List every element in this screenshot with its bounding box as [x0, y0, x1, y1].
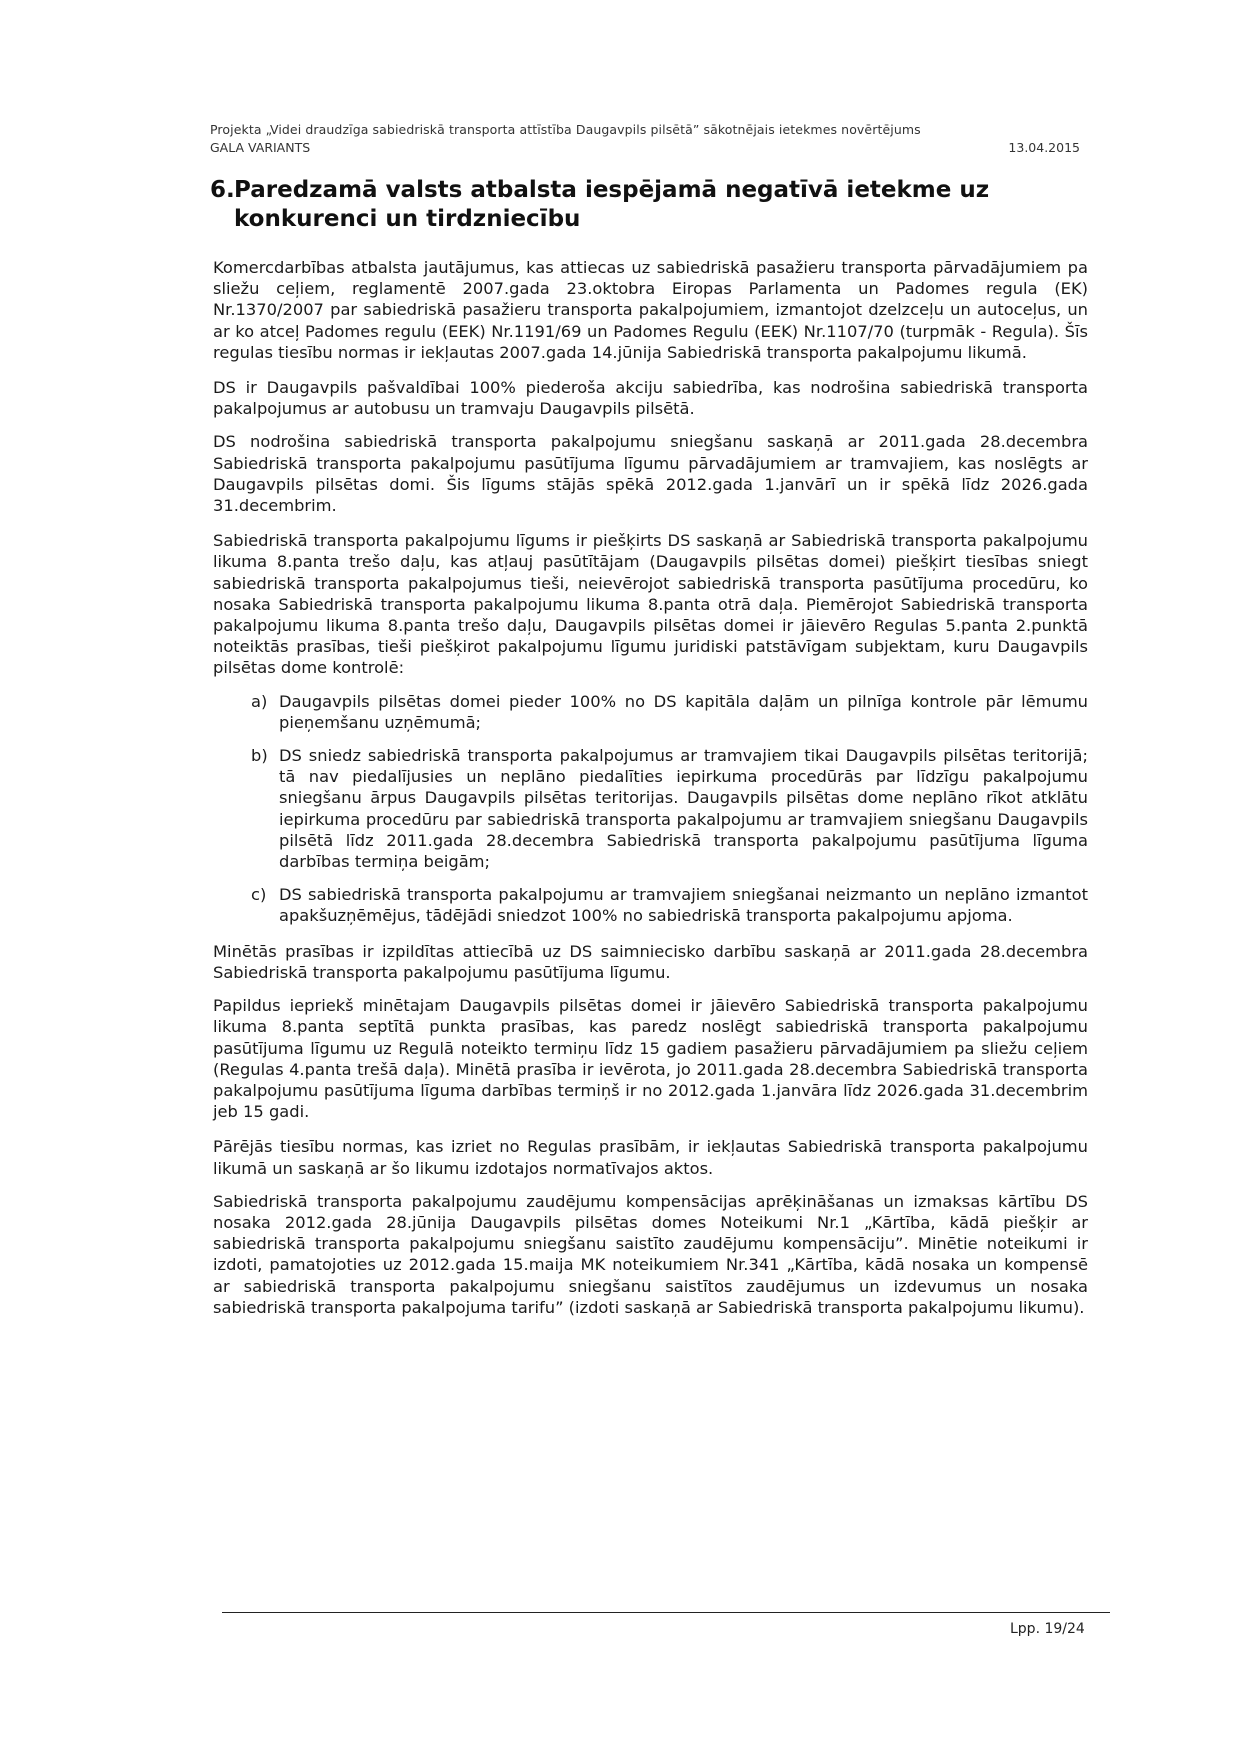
- paragraph-2: DS ir Daugavpils pašvaldībai 100% piederoša akciju sabiedrība, kas nodrošina sabiedriskā transporta pakalpojumus ar autobusu un tramvaju Daugavpils pilsētā.: [213, 378, 1088, 419]
- paragraph-1: Komercdarbības atbalsta jautājumus, kas attiecas uz sabiedriskā pasažieru transporta pārvadājumiem pa sliežu ceļiem, reglamentē 2007.gada 23.oktobra Eiropas Parlamenta un Padomes regula (EK) Nr.1370/2007 par sabiedriskā pasažieru transporta pakalpojumiem, izmantojot dzelzceļu un autoceļus, un ar ko atceļ Padomes regulu (EEK) Nr.1191/69 un Padomes Regulu (EEK) Nr.1107/70 (turpmāk - Regula). Šīs regulas tiesību normas ir iekļautas 2007.gada 14.jūnija Sabiedriskā transporta pakalpojumu likumā.: [213, 258, 1088, 362]
- list-item-text: DS sniedz sabiedriskā transporta pakalpojumus ar tramvajiem tikai Daugavpils pilsētas teritorijā; tā nav piedalījusies un neplāno piedalīties iepirkuma procedūrās par līdzīgu pakalpojumu sniegšanu ārpus Daugavpils pilsētas teritorijas. Daugavpils pilsētas dome neplāno rīkot atklātu iepirkuma procedūru par sabiedriskā transporta pakalpojumu ar tramvajiem sniegšanu Daugavpils pilsētā līdz 2011.gada 28.decembra Sabiedriskā transporta pakalpojumu pasūtījuma līguma darbības termiņa beigām;: [279, 746, 1088, 872]
- list-item-label: a): [251, 691, 268, 711]
- running-header-project: Projekta „Videi draudzīga sabiedriskā transporta attīstība Daugavpils pilsētā” sākotnējais ietekmes novērtējums: [210, 122, 921, 137]
- section-title-line1: Paredzamā valsts atbalsta iespējamā negatīvā ietekme uz: [234, 177, 990, 203]
- list-item: [213, 691, 1088, 733]
- running-header-date: 13.04.2015: [1008, 140, 1080, 155]
- footer-divider: [222, 1612, 1110, 1613]
- conditions-list: [213, 691, 1088, 927]
- paragraph-4: Sabiedriskā transporta pakalpojumu līgums ir piešķirts DS saskaņā ar Sabiedriskā transporta pakalpojumu likuma 8.panta trešo daļu, kas atļauj pasūtītājam (Daugavpils pilsētas domei) piešķirt tiesības sniegt sabiedriskā transporta pakalpojumus tieši, neievērojot sabiedriskā transporta pasūtījuma procedūru, ko nosaka Sabiedriskā transporta pakalpojumu likuma 8.panta otrā daļa. Piemērojot Sabiedriskā transporta pakalpojumu likuma 8.panta trešo daļu, Daugavpils pilsētas domei ir jāievēro Regulas 5.panta 2.punktā noteiktās prasības, tieši piešķirot pakalpojumu līgumu juridiski patstāvīgam subjektam, kuru Daugavpils pilsētas dome kontrolē:: [213, 531, 1088, 678]
- section-number: 6.: [210, 177, 235, 203]
- section-body: [213, 257, 1088, 1332]
- list-item-label: c): [251, 885, 267, 905]
- section-heading: [210, 176, 1090, 234]
- paragraph-3: DS nodrošina sabiedriskā transporta pakalpojumu sniegšanu saskaņā ar 2011.gada 28.decembra Sabiedriskā transporta pakalpojumu pasūtījuma līgumu pārvadājumiem ar tramvajiem, kas noslēgts ar Daugavpils pilsētas domi. Šis līgums stājās spēkā 2012.gada 1.janvārī un ir spēkā līdz 2026.gada 31.decembrim.: [213, 432, 1088, 516]
- paragraph-7: Pārējās tiesību normas, kas izriet no Regulas prasībām, ir iekļautas Sabiedriskā transporta pakalpojumu likumā un saskaņā ar šo likumu izdotajos normatīvajos aktos.: [213, 1137, 1088, 1178]
- list-item-text: Daugavpils pilsētas domei pieder 100% no DS kapitāla daļām un pilnīga kontrole pār lēmumu pieņemšanu uzņēmumā;: [279, 691, 1088, 732]
- running-header-variant: GALA VARIANTS: [210, 140, 311, 155]
- list-item: [213, 745, 1088, 872]
- list-item-label: b): [251, 746, 268, 766]
- paragraph-8: Sabiedriskā transporta pakalpojumu zaudējumu kompensācijas aprēķināšanas un izmaksas kārtību DS nosaka 2012.gada 28.jūnija Daugavpils pilsētas domes Noteikumi Nr.1 „Kārtība, kādā piešķir ar sabiedriskā transporta pakalpojumu sniegšanu saistīto zaudējumu kompensāciju”. Minētie noteikumi ir izdoti, pamatojoties uz 2012.gada 15.maija MK noteikumiem Nr.341 „Kārtība, kādā nosaka un kompensē ar sabiedriskā transporta pakalpojumu sniegšanu saistītos zaudējumus un izdevumus un nosaka sabiedriskā transporta pakalpojuma tarifu” (izdoti saskaņā ar Sabiedriskā transporta pakalpojumu likumu).: [213, 1191, 1088, 1317]
- list-item: [213, 884, 1088, 926]
- paragraph-6: Papildus iepriekš minētajam Daugavpils pilsētas domei ir jāievēro Sabiedriskā transporta pakalpojumu likuma 8.panta septītā punkta prasības, kas paredz noslēgt sabiedriskā transporta pakalpojumu pasūtījuma līgumu uz Regulā noteikto termiņu līdz 15 gadiem pasažieru pārvadājumiem pa sliežu ceļiem (Regulas 4.panta trešā daļa). Minētā prasība ir ievērota, jo 2011.gada 28.decembra Sabiedriskā transporta pakalpojumu pasūtījuma līguma darbības termiņš ir no 2012.gada 1.janvāra līdz 2026.gada 31.decembrim jeb 15 gadi.: [213, 996, 1088, 1122]
- paragraph-5: Minētās prasības ir izpildītas attiecībā uz DS saimniecisko darbību saskaņā ar 2011.gada 28.decembra Sabiedriskā transporta pakalpojumu pasūtījuma līgumu.: [213, 941, 1088, 982]
- section-title-line2: konkurenci un tirdzniecību: [234, 206, 581, 232]
- page-number: Lpp. 19/24: [1010, 1621, 1085, 1637]
- running-header-variant-row: [210, 140, 1080, 155]
- list-item-text: DS sabiedriskā transporta pakalpojumu ar tramvajiem sniegšanai neizmanto un neplāno izmantot apakšuzņēmējus, tādējādi sniedzot 100% no sabiedriskā transporta pakalpojumu apjoma.: [279, 885, 1088, 926]
